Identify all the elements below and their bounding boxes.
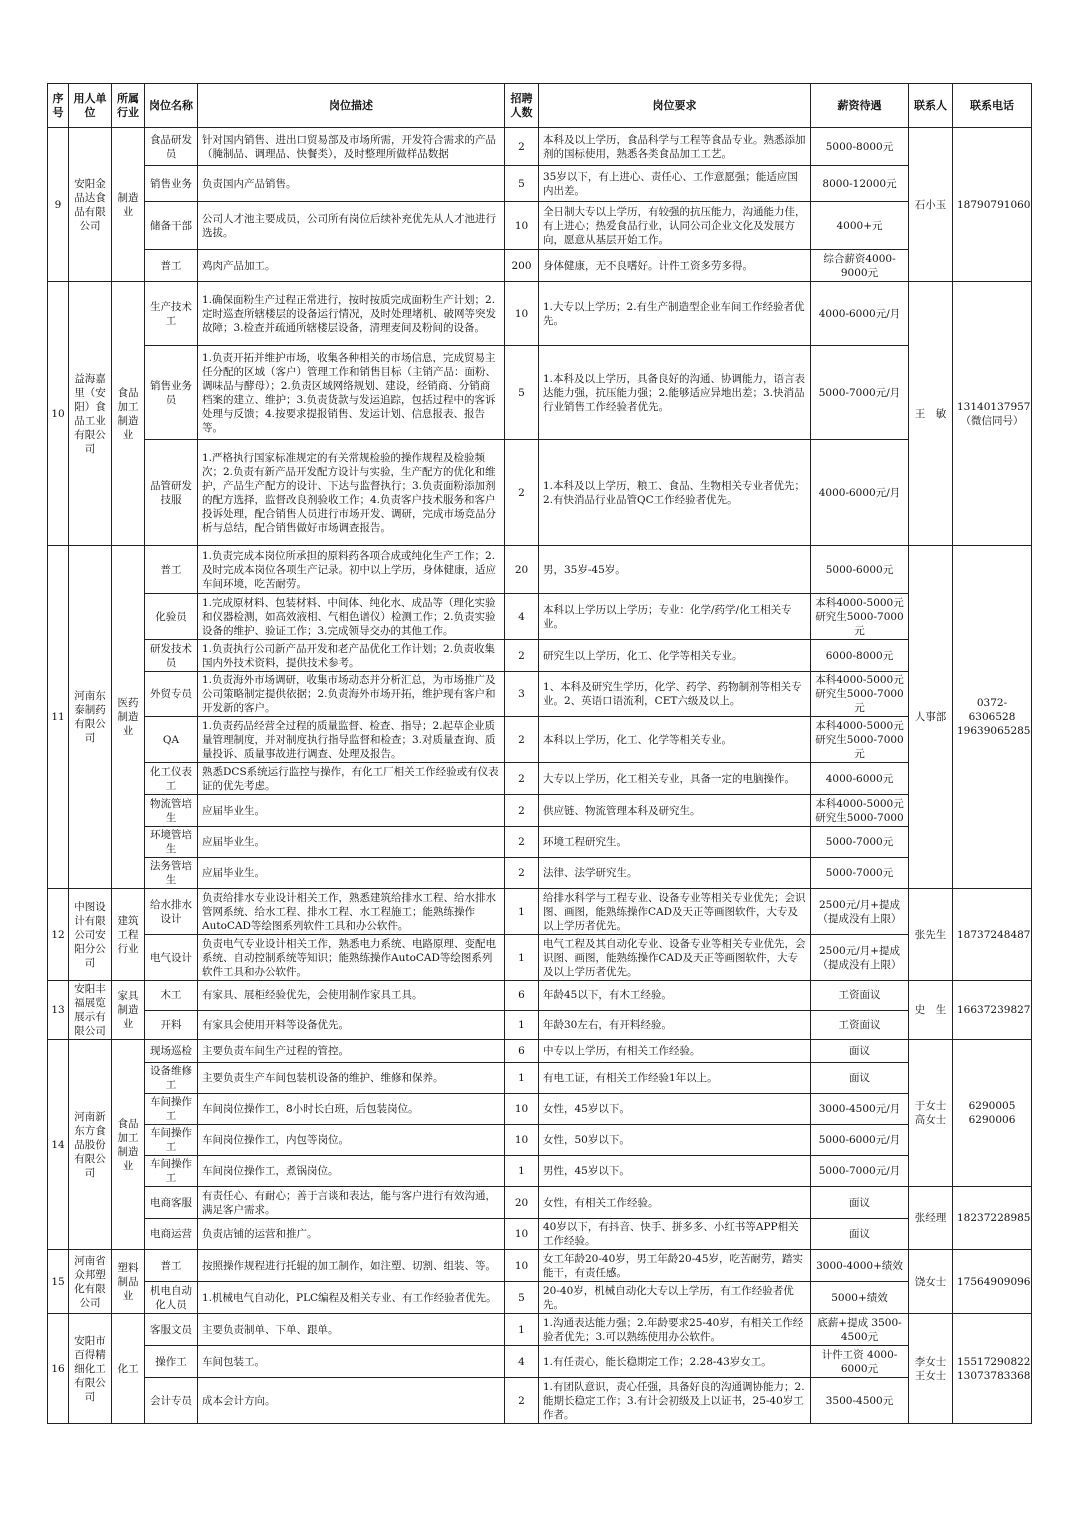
table-row — [48, 1219, 1032, 1250]
industry: 家具制造业 — [112, 981, 145, 1040]
hiring-count: 10 — [505, 1094, 539, 1125]
row-number: 12 — [48, 889, 69, 981]
salary: 3000-4000+绩效 — [811, 1250, 909, 1282]
position-requirement: 1.有任责心，能长稳期定工作；2.28-43岁女工。 — [539, 1346, 811, 1378]
industry: 化工 — [112, 1314, 145, 1424]
salary: 本科4000-5000元研究生5000-7000元 — [811, 672, 909, 717]
salary: 2500元/月+提成（提成没有上限） — [811, 935, 909, 981]
salary: 5000-6000元/月 — [811, 1125, 909, 1156]
position-description: 鸡肉产品加工。 — [198, 250, 505, 282]
employer-name: 安阳市百得精细化工有限公司 — [69, 1314, 112, 1424]
position-requirement: 中专以上学历，有相关工作经验。 — [539, 1040, 811, 1063]
position-description: 负责店铺的运营和推广。 — [198, 1219, 505, 1250]
table-row — [48, 935, 1032, 981]
salary: 5000-8000元 — [811, 128, 909, 166]
salary: 8000-12000元 — [811, 166, 909, 202]
position-name: 电商客服 — [145, 1187, 198, 1219]
contact-person: 张先生 — [909, 889, 953, 981]
table-row — [48, 1346, 1032, 1378]
contact-phone: 6290005 6290006 — [953, 1040, 1032, 1187]
salary: 4000-6000元 — [811, 763, 909, 795]
table-row — [48, 282, 1032, 346]
contact-phone: 18737248487 — [953, 889, 1032, 981]
hiring-count: 1 — [505, 889, 539, 935]
position-name: 研发技术员 — [145, 640, 198, 672]
row-number: 11 — [48, 546, 69, 889]
contact-person: 人事部 — [909, 546, 953, 889]
position-description: 按照操作规程进行托辊的加工制作，如注塑、切割、组装、等。 — [198, 1250, 505, 1282]
employer-name: 中图设计有限公司安阳分公司 — [69, 889, 112, 981]
industry: 食品加工制造业 — [112, 1040, 145, 1250]
row-number: 15 — [48, 1250, 69, 1314]
position-requirement: 供应链、物流管理本科及研究生。 — [539, 795, 811, 827]
header-description: 岗位描述 — [198, 84, 505, 128]
position-name: 车间操作工 — [145, 1094, 198, 1125]
position-name: 开料 — [145, 1010, 198, 1040]
hiring-count: 2 — [505, 795, 539, 827]
salary: 面议 — [811, 1219, 909, 1250]
hiring-count: 1 — [505, 935, 539, 981]
hiring-count: 5 — [505, 166, 539, 202]
row-number: 13 — [48, 981, 69, 1040]
salary: 2500元/月+提成（提成没有上限） — [811, 889, 909, 935]
hiring-count: 10 — [505, 282, 539, 346]
hiring-count: 1 — [505, 1063, 539, 1094]
position-description: 主要负责生产车间包装机设备的维护、维修和保养。 — [198, 1063, 505, 1094]
position-description: 负责国内产品销售。 — [198, 166, 505, 202]
position-name: 化验员 — [145, 594, 198, 640]
hiring-count: 20 — [505, 546, 539, 594]
header-row — [48, 84, 1032, 128]
salary: 5000-6000元 — [811, 546, 909, 594]
position-description: 1.机械电气自动化，PLC编程及相关专业、有工作经验者优先。 — [198, 1282, 505, 1314]
table-row — [48, 1314, 1032, 1346]
salary: 本科4000-5000元研究生5000-7000元 — [811, 594, 909, 640]
table-row — [48, 827, 1032, 858]
position-name: 机电自动化人员 — [145, 1282, 198, 1314]
position-name: 普工 — [145, 250, 198, 282]
contact-phone: 0372-6306528 19639065285 — [953, 546, 1032, 889]
table-row — [48, 1094, 1032, 1125]
hiring-count: 2 — [505, 763, 539, 795]
table-row — [48, 1378, 1032, 1424]
table-row — [48, 672, 1032, 717]
position-requirement: 全日制大专以上学历，有较强的抗压能力，沟通能力佳，有上进心；热爱食品行业，认同公司企业文化及发展方向，愿意从基层开始工作。 — [539, 202, 811, 250]
position-name: 操作工 — [145, 1346, 198, 1378]
position-description: 1.确保面粉生产过程正常进行，按时按质完成面粉生产计划；2.定时巡查所辖楼层的设备运行情况，及时处理堵机、破网等突发故障；3.检查并疏通所辖楼层设备，清理麦间及粉间的设备。 — [198, 282, 505, 346]
position-requirement: 男性，45岁以下。 — [539, 1156, 811, 1187]
salary: 4000+元 — [811, 202, 909, 250]
header-salary: 薪资待遇 — [811, 84, 909, 128]
position-requirement: 1.沟通表达能力强；2.年龄要求25-40岁，有相关工作经验者优先；3.可以熟练使用办公软件。 — [539, 1314, 811, 1346]
position-description: 车间包装工。 — [198, 1346, 505, 1378]
position-name: 销售业务 — [145, 166, 198, 202]
salary: 工资面议 — [811, 981, 909, 1011]
position-requirement: 身体健康，无不良嗜好。计件工资多劳多得。 — [539, 250, 811, 282]
hiring-count: 200 — [505, 250, 539, 282]
table-row — [48, 795, 1032, 827]
hiring-count: 6 — [505, 981, 539, 1011]
position-description: 负责电气专业设计相关工作，熟悉电力系统、电路原理、变配电系统、自动控制系统等知识；能熟练操作AutoCAD等绘图系列软件工具和办公软件。 — [198, 935, 505, 981]
table-row — [48, 128, 1032, 166]
hiring-count: 2 — [505, 440, 539, 546]
position-requirement: 环境工程研究生。 — [539, 827, 811, 858]
position-description: 针对国内销售、进出口贸易部及市场所需，开发符合需求的产品（腌制品、调理品、快餐类），及时整理所做样品数据 — [198, 128, 505, 166]
position-requirement: 大专以上学历，化工相关专业，具备一定的电脑操作。 — [539, 763, 811, 795]
position-name: 木工 — [145, 981, 198, 1011]
contact-person: 饶女士 — [909, 1250, 953, 1314]
position-description: 1.负责执行公司新产品开发和老产品优化工作计划；2.负责收集国内外技术资料，提供技术参考。 — [198, 640, 505, 672]
contact-phone: 18790791060 — [953, 128, 1032, 282]
position-requirement: 1.本科及以上学历，具备良好的沟通、协调能力，语言表达能力强，抗压能力强；2.能够适应异地出差；3.快消品行业销售工作经验者优先。 — [539, 346, 811, 440]
contact-person: 李女士 王女士 — [909, 1314, 953, 1424]
position-requirement: 本科以上学历，化工、化学等相关专业。 — [539, 717, 811, 763]
position-description: 负责给排水专业设计相关工作，熟悉建筑给排水工程、给水排水管网系统、给水工程、排水工程、水工程施工；能熟练操作AutoCAD等绘图系列软件工具和办公软件。 — [198, 889, 505, 935]
contact-phone: 16637239827 — [953, 981, 1032, 1040]
position-description: 1.完成原材料、包装材料、中间体、纯化水、成品等（理化实验和仪器检测，如高效液相、气相色谱仪）检测工作；2.负责实验设备的维护、验证工作；3.完成领导交办的其他工作。 — [198, 594, 505, 640]
row-number: 9 — [48, 128, 69, 282]
header-employer: 用人单位 — [69, 84, 112, 128]
position-description: 车间岗位操作工，煮锅岗位。 — [198, 1156, 505, 1187]
position-name: QA — [145, 717, 198, 763]
header-contact: 联系人 — [909, 84, 953, 128]
industry: 建筑工程行业 — [112, 889, 145, 981]
row-number: 14 — [48, 1040, 69, 1250]
table-row — [48, 346, 1032, 440]
position-requirement: 1.本科及以上学历，粮工、食品、生物相关专业者优先；2.有快消品行业品管QC工作经验者优先。 — [539, 440, 811, 546]
header-phone: 联系电话 — [953, 84, 1032, 128]
table-row — [48, 1250, 1032, 1282]
salary: 本科4000-5000元研究生5000-7000 — [811, 795, 909, 827]
hiring-count: 10 — [505, 1125, 539, 1156]
contact-phone: 13140137957（微信同号） — [953, 282, 1032, 546]
hiring-count: 1 — [505, 1314, 539, 1346]
hiring-count: 1 — [505, 1010, 539, 1040]
industry: 医药制造业 — [112, 546, 145, 889]
position-name: 给水排水设计 — [145, 889, 198, 935]
table-row — [48, 889, 1032, 935]
position-name: 普工 — [145, 546, 198, 594]
employer-name: 河南东泰制药有限公司 — [69, 546, 112, 889]
position-requirement: 1、本科及研究生学历，化学、药学、药物制剂等相关专业。2、英语口语流利，CET六级及以上。 — [539, 672, 811, 717]
row-number: 16 — [48, 1314, 69, 1424]
employer-name: 益海嘉里（安阳）食品工业有限公司 — [69, 282, 112, 546]
hiring-count: 4 — [505, 594, 539, 640]
salary: 4000-6000元/月 — [811, 282, 909, 346]
hiring-count: 1 — [505, 1156, 539, 1187]
salary: 4000-6000元/月 — [811, 440, 909, 546]
position-description: 有家具会使用开料等设备优先。 — [198, 1010, 505, 1040]
position-name: 会计专员 — [145, 1378, 198, 1424]
table-row — [48, 763, 1032, 795]
position-description: 车间岗位操作工，8小时长白班，后包装岗位。 — [198, 1094, 505, 1125]
position-name: 物流管培生 — [145, 795, 198, 827]
hiring-count: 2 — [505, 128, 539, 166]
position-requirement: 年龄30左右，有开料经验。 — [539, 1010, 811, 1040]
contact-phone: 15517290822 13073783368 — [953, 1314, 1032, 1424]
table-row — [48, 1156, 1032, 1187]
position-description: 应届毕业生。 — [198, 858, 505, 889]
hiring-count: 2 — [505, 827, 539, 858]
employer-name: 安阳丰福展览展示有限公司 — [69, 981, 112, 1040]
table-row — [48, 1125, 1032, 1156]
position-name: 设备维修工 — [145, 1063, 198, 1094]
salary: 6000-8000元 — [811, 640, 909, 672]
salary: 3000-4500元/月 — [811, 1094, 909, 1125]
hiring-count: 10 — [505, 202, 539, 250]
employer-name: 河南省众邦塑化有限公司 — [69, 1250, 112, 1314]
position-name: 储备干部 — [145, 202, 198, 250]
position-description: 1.负责海外市场调研，收集市场动态并分析汇总，为市场推广及公司策略制定提供依据；2.负责海外市场开拓，维护现有客户和开发新的客户。 — [198, 672, 505, 717]
position-description: 主要负责制单、下单、跟单。 — [198, 1314, 505, 1346]
salary: 底薪+提成 3500-4500元 — [811, 1314, 909, 1346]
position-requirement: 女性，有相关工作经验。 — [539, 1187, 811, 1219]
row-number: 10 — [48, 282, 69, 546]
position-description: 主要负责车间生产过程的管控。 — [198, 1040, 505, 1063]
position-requirement: 电气工程及其自动化专业、设备专业等相关专业优先，会识图、画图，能熟练操作CAD及天正等画图软件，大专及以上学历者优先。 — [539, 935, 811, 981]
salary: 本科4000-5000元研究生5000-7000元 — [811, 717, 909, 763]
contact-phone: 17564909096 — [953, 1250, 1032, 1314]
position-name: 生产技术工 — [145, 282, 198, 346]
position-requirement: 研究生以上学历，化工、化学等相关专业。 — [539, 640, 811, 672]
table-row — [48, 1282, 1032, 1314]
position-name: 车间操作工 — [145, 1156, 198, 1187]
hiring-count: 20 — [505, 1187, 539, 1219]
header-no: 序号 — [48, 84, 69, 128]
position-requirement: 有电工证，有相关工作经验1年以上。 — [539, 1063, 811, 1094]
table-row — [48, 202, 1032, 250]
position-name: 食品研发员 — [145, 128, 198, 166]
hiring-count: 6 — [505, 1040, 539, 1063]
position-requirement: 给排水科学与工程专业、设备专业等相关专业优先；会识图、画图，能熟练操作CAD及天正等画图软件，大专及以上学历者优先。 — [539, 889, 811, 935]
position-name: 客服文员 — [145, 1314, 198, 1346]
position-description: 1.负责药品经营全过程的质量监督、检查、指导；2.起草企业质量管理制度，并对制度执行指导监督和检查；3.对质量查询、质量投诉、质量事故进行调查、处理及报告。 — [198, 717, 505, 763]
employer-name: 河南新东方食品股份有限公司 — [69, 1040, 112, 1250]
position-description: 有责任心、有耐心；善于言谈和表达，能与客户进行有效沟通，满足客户需求。 — [198, 1187, 505, 1219]
hiring-count: 2 — [505, 1378, 539, 1424]
position-requirement: 女性，45岁以下。 — [539, 1094, 811, 1125]
salary: 5000+绩效 — [811, 1282, 909, 1314]
position-requirement: 1.大专以上学历；2.有生产制造型企业车间工作经验者优先。 — [539, 282, 811, 346]
position-description: 熟悉DCS系统运行监控与操作，有化工厂相关工作经验或有仪表证的优先考虑。 — [198, 763, 505, 795]
hiring-count: 4 — [505, 1346, 539, 1378]
position-description: 1.负责完成本岗位所承担的原料药各项合成或纯化生产工作；2.及时完成本岗位各项生产记录。初中以上学历，身体健康，适应车间环境，吃苦耐劳。 — [198, 546, 505, 594]
position-requirement: 男，35岁-45岁。 — [539, 546, 811, 594]
salary: 面议 — [811, 1063, 909, 1094]
position-name: 车间操作工 — [145, 1125, 198, 1156]
table-row — [48, 1040, 1032, 1063]
position-description: 成本会计方向。 — [198, 1378, 505, 1424]
position-description: 应届毕业生。 — [198, 827, 505, 858]
hiring-count: 5 — [505, 346, 539, 440]
table-row — [48, 1187, 1032, 1219]
industry: 食品加工制造业 — [112, 282, 145, 546]
table-row — [48, 640, 1032, 672]
position-description: 公司人才池主要成员，公司所有岗位后续补充优先从人才池进行选拔。 — [198, 202, 505, 250]
hiring-count: 2 — [505, 717, 539, 763]
industry: 塑料制品业 — [112, 1250, 145, 1314]
position-name: 销售业务员 — [145, 346, 198, 440]
salary: 5000-7000元 — [811, 827, 909, 858]
position-requirement: 年龄45以下，有木工经验。 — [539, 981, 811, 1011]
contact-person: 王 敏 — [909, 282, 953, 546]
position-description: 应届毕业生。 — [198, 795, 505, 827]
table-row — [48, 250, 1032, 282]
contact-person: 张经理 — [909, 1187, 953, 1250]
salary: 综合薪资4000-9000元 — [811, 250, 909, 282]
recruitment-table — [47, 83, 1032, 1424]
salary: 工资面议 — [811, 1010, 909, 1040]
salary: 5000-7000元/月 — [811, 346, 909, 440]
table-row — [48, 858, 1032, 889]
salary: 计件工资 4000-6000元 — [811, 1346, 909, 1378]
table-body — [48, 128, 1032, 1424]
position-name: 普工 — [145, 1250, 198, 1282]
position-requirement: 本科以上学历以上学历；专业：化学/药学/化工相关专业。 — [539, 594, 811, 640]
industry: 制造业 — [112, 128, 145, 282]
table-row — [48, 594, 1032, 640]
position-requirement: 1.有团队意识，责心任强，具备好良的沟通调协能力；2.能期长稳定工作；3.有计会初级及上以证书，25-40岁工作者。 — [539, 1378, 811, 1424]
position-name: 外贸专员 — [145, 672, 198, 717]
hiring-count: 3 — [505, 672, 539, 717]
position-name: 现场巡检 — [145, 1040, 198, 1063]
header-requirement: 岗位要求 — [539, 84, 811, 128]
position-name: 环境管培生 — [145, 827, 198, 858]
table-row — [48, 1063, 1032, 1094]
position-description: 1.严格执行国家标准规定的有关常规检验的操作规程及检验频次；2.负责有新产品开发配方设计与实验，生产配方的优化和维护，产品生产配方的设计、下达与监督执行；3.负责面粉添加剂的配方选择，监督改良剂验收工作；4.负责客户技术服务和客户投诉处理，配合销售人员进行市场开发、调研，完成市场竞品分析与总结，配合销售做好市场调查报告。 — [198, 440, 505, 546]
position-name: 电气设计 — [145, 935, 198, 981]
position-requirement: 40岁以下，有抖音、快手、拼多多、小红书等APP相关工作经验。 — [539, 1219, 811, 1250]
position-description: 车间岗位操作工，内包等岗位。 — [198, 1125, 505, 1156]
salary: 面议 — [811, 1040, 909, 1063]
position-description: 有家具、展柜经验优先，会使用制作家具工具。 — [198, 981, 505, 1011]
contact-person: 石小玉 — [909, 128, 953, 282]
contact-person: 于女士 高女士 — [909, 1040, 953, 1187]
hiring-count: 5 — [505, 1282, 539, 1314]
contact-person: 史 生 — [909, 981, 953, 1040]
table-row — [48, 546, 1032, 594]
position-requirement: 法律、法学研究生。 — [539, 858, 811, 889]
employer-name: 安阳金品达食品有限公司 — [69, 128, 112, 282]
position-name: 化工仪表工 — [145, 763, 198, 795]
table-row — [48, 1010, 1032, 1040]
table-row — [48, 440, 1032, 546]
position-requirement: 女工年龄20-40岁，男工年龄20-45岁，吃苦耐劳，踏实能干，有责任感。 — [539, 1250, 811, 1282]
position-requirement: 35岁以下，有上进心、责任心、工作意愿强；能适应国内出差。 — [539, 166, 811, 202]
position-requirement: 20-40岁，机械自动化大专以上学历，有工作经验者优先。 — [539, 1282, 811, 1314]
header-industry: 所属行业 — [112, 84, 145, 128]
salary: 5000-7000元/月 — [811, 1156, 909, 1187]
salary: 面议 — [811, 1187, 909, 1219]
hiring-count: 2 — [505, 640, 539, 672]
contact-phone: 18237228985 — [953, 1187, 1032, 1250]
table-row — [48, 717, 1032, 763]
position-requirement: 女性，50岁以下。 — [539, 1125, 811, 1156]
hiring-count: 2 — [505, 858, 539, 889]
position-name: 法务管培生 — [145, 858, 198, 889]
header-count: 招聘人数 — [505, 84, 539, 128]
hiring-count: 10 — [505, 1219, 539, 1250]
header-position: 岗位名称 — [145, 84, 198, 128]
position-name: 电商运营 — [145, 1219, 198, 1250]
hiring-count: 10 — [505, 1250, 539, 1282]
position-name: 品管研发技服 — [145, 440, 198, 546]
position-description: 1.负责开拓并维护市场，收集各种相关的市场信息，完成贸易主任分配的区域（客户）管理工作和销售目标（主销产品：面粉、调味品与酵母）；2.负责区域网络规划、建设，经销商、分销商档案的建立、维护；3.负责货款与发运追踪，包括过程中的客诉处理与反馈；4.按要求提报销售、发运计划、信息报表、报告等。 — [198, 346, 505, 440]
table-row — [48, 166, 1032, 202]
salary: 5000-7000元 — [811, 858, 909, 889]
position-requirement: 本科及以上学历，食品科学与工程等食品专业。熟悉添加剂的国标使用，熟悉各类食品加工工艺。 — [539, 128, 811, 166]
salary: 3500-4500元 — [811, 1378, 909, 1424]
table-row — [48, 981, 1032, 1011]
